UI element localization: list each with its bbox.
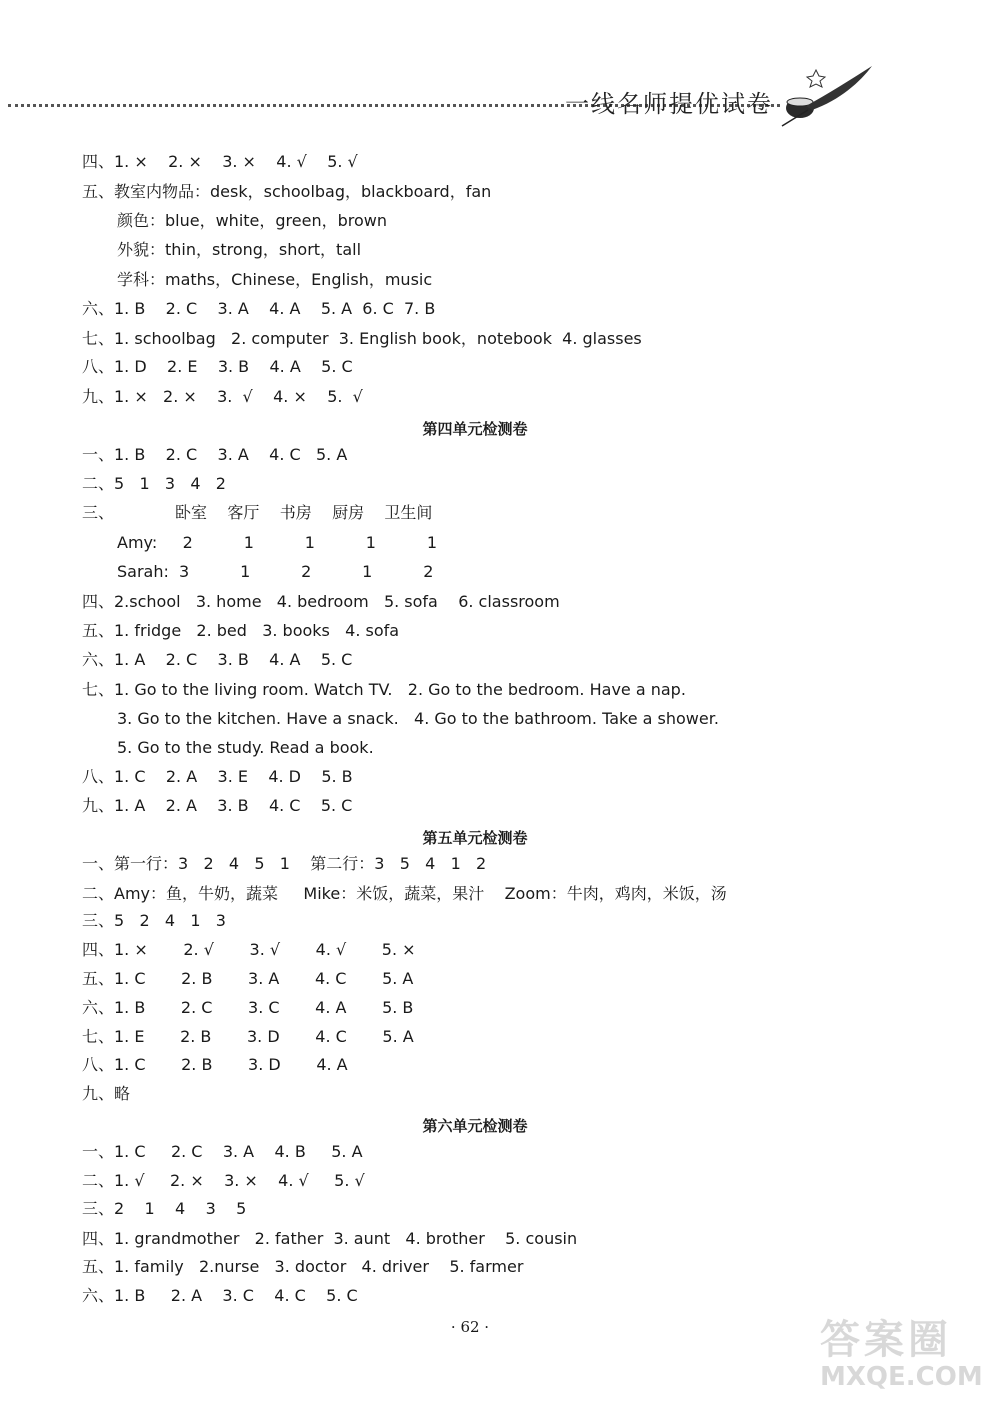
answer-line: 四、1. × 2. √ 3. √ 4. √ 5. × xyxy=(82,940,416,959)
answer-line: 三、 卧室 客厅 书房 厨房 卫生间 xyxy=(82,503,433,522)
watermark-url: MXQE.COM xyxy=(820,1362,983,1392)
answer-line: 七、1. E 2. B 3. D 4. C 5. A xyxy=(82,1027,414,1046)
answer-line: 六、1. A 2. C 3. B 4. A 5. C xyxy=(82,650,353,669)
answer-line: 五、1. fridge 2. bed 3. books 4. sofa xyxy=(82,621,400,640)
answer-line: 八、1. C 2. A 3. E 4. D 5. B xyxy=(82,767,353,786)
section-title-unit5: 第五单元检测卷 xyxy=(422,829,528,847)
answer-line: 九、1. A 2. A 3. B 4. C 5. C xyxy=(82,796,353,815)
answer-line: Sarah: 3 1 2 1 2 xyxy=(117,562,434,581)
answer-line: 六、1. B 2. A 3. C 4. C 5. C xyxy=(82,1286,358,1305)
section-title-unit6: 第六单元检测卷 xyxy=(422,1117,528,1135)
answer-line: 四、1. × 2. × 3. × 4. √ 5. √ xyxy=(82,152,358,171)
answer-line: 八、1. D 2. E 3. B 4. A 5. C xyxy=(82,357,353,376)
answer-line: 四、1. grandmother 2. father 3. aunt 4. brother 5. cousin xyxy=(82,1229,578,1248)
answer-line: 七、1. schoolbag 2. computer 3. English book，notebook 4. glasses xyxy=(82,329,642,348)
answer-line: 五、1. C 2. B 3. A 4. C 5. A xyxy=(82,969,414,988)
answer-line: 颜色：blue，white，green，brown xyxy=(117,211,387,230)
answer-line: 三、5 2 4 1 3 xyxy=(82,911,226,930)
answer-line: 四、2.school 3. home 4. bedroom 5. sofa 6. classroom xyxy=(82,592,560,611)
page-number: · 62 · xyxy=(450,1318,490,1336)
answer-line: 五、1. family 2.nurse 3. doctor 4. driver 5. farmer xyxy=(82,1257,524,1276)
answer-line: 5. Go to the study. Read a book. xyxy=(117,738,374,757)
answer-line: 八、1. C 2. B 3. D 4. A xyxy=(82,1055,348,1074)
answer-line: 3. Go to the kitchen. Have a snack. 4. Go to the bathroom. Take a shower. xyxy=(117,709,719,728)
answer-line: 二、1. √ 2. × 3. × 4. √ 5. √ xyxy=(82,1171,365,1190)
answer-line: 一、第一行：3 2 4 5 1 第二行：3 5 4 1 2 xyxy=(82,854,487,873)
answer-line: 二、Amy：鱼，牛奶，蔬菜 Mike：米饭，蔬菜，果汁 Zoom：牛肉，鸡肉，米饭，汤 xyxy=(82,884,727,903)
answer-line: 三、2 1 4 3 5 xyxy=(82,1199,247,1218)
answer-line: Amy: 2 1 1 1 1 xyxy=(117,533,437,552)
watermark-text: 答案圈 xyxy=(820,1317,952,1363)
answer-line: 一、1. C 2. C 3. A 4. B 5. A xyxy=(82,1142,363,1161)
answer-line: 七、1. Go to the living room. Watch TV. 2. Go to the bedroom. Have a nap. xyxy=(82,680,686,699)
answer-line: 九、略 xyxy=(82,1084,131,1103)
answer-line: 学科：maths，Chinese，English，music xyxy=(117,270,433,289)
answer-line: 外貌：thin，strong，short，tall xyxy=(117,240,362,259)
answer-line: 六、1. B 2. C 3. C 4. A 5. B xyxy=(82,998,414,1017)
header-title: 一线名师提优试卷 xyxy=(565,90,773,118)
answer-line: 五、教室内物品：desk，schoolbag，blackboard，fan xyxy=(82,182,492,201)
watermark-logo xyxy=(820,1318,990,1396)
section-title-unit4: 第四单元检测卷 xyxy=(422,420,528,438)
answer-line: 二、5 1 3 4 2 xyxy=(82,474,226,493)
answer-line: 六、1. B 2. C 3. A 4. A 5. A 6. C 7. B xyxy=(82,299,436,318)
answer-line: 九、1. × 2. × 3. √ 4. × 5. √ xyxy=(82,387,363,406)
quill-pen-icon xyxy=(778,60,878,130)
answer-line: 一、1. B 2. C 3. A 4. C 5. A xyxy=(82,445,348,464)
